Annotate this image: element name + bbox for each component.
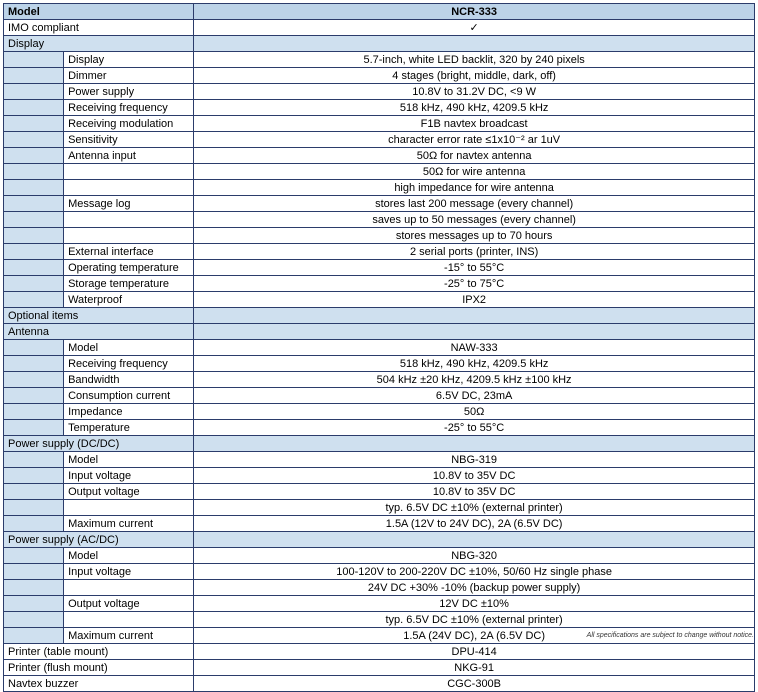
- row-label: Operating temperature: [64, 260, 194, 276]
- specifications-table: [3, 3, 755, 692]
- specification-sheet: [0, 3, 758, 690]
- row-value: NBG-319: [194, 452, 755, 468]
- row-label: Navtex buzzer: [4, 676, 194, 692]
- table-row: [4, 516, 755, 532]
- row-label: Receiving frequency: [64, 100, 194, 116]
- row-value: character error rate ≤1x10⁻² ar 1uV: [194, 132, 755, 148]
- table-row: [4, 564, 755, 580]
- table-row: [4, 468, 755, 484]
- indent-cell: [4, 116, 64, 132]
- table-row: [4, 340, 755, 356]
- table-row: [4, 500, 755, 516]
- row-value: 1.5A (24V DC), 2A (6.5V DC): [194, 628, 755, 644]
- table-row: [4, 68, 755, 84]
- row-value: 12V DC ±10%: [194, 596, 755, 612]
- table-row: [4, 292, 755, 308]
- indent-cell: [4, 164, 64, 180]
- row-value: typ. 6.5V DC ±10% (external printer): [194, 612, 755, 628]
- row-value: 100-120V to 200-220V DC ±10%, 50/60 Hz single phase: [194, 564, 755, 580]
- table-row: [4, 212, 755, 228]
- row-label: Receiving modulation: [64, 116, 194, 132]
- row-label: Maximum current: [64, 516, 194, 532]
- row-value: F1B navtex broadcast: [194, 116, 755, 132]
- indent-cell: [4, 612, 64, 628]
- row-label: Consumption current: [64, 388, 194, 404]
- row-label: Output voltage: [64, 484, 194, 500]
- table-row: [4, 36, 755, 52]
- section-label: Antenna: [4, 324, 194, 340]
- indent-cell: [4, 148, 64, 164]
- row-label: Output voltage: [64, 596, 194, 612]
- section-label: Power supply (AC/DC): [4, 532, 194, 548]
- table-row: [4, 484, 755, 500]
- table-row: [4, 356, 755, 372]
- row-label: Temperature: [64, 420, 194, 436]
- indent-cell: [4, 292, 64, 308]
- table-row: [4, 580, 755, 596]
- row-value: 50Ω for navtex antenna: [194, 148, 755, 164]
- indent-cell: [4, 276, 64, 292]
- table-row: [4, 20, 755, 36]
- indent-cell: [4, 196, 64, 212]
- row-label: Maximum current: [64, 628, 194, 644]
- table-row: [4, 84, 755, 100]
- row-label: Waterproof: [64, 292, 194, 308]
- indent-cell: [4, 132, 64, 148]
- indent-cell: [4, 52, 64, 68]
- table-row: [4, 324, 755, 340]
- row-label: Receiving frequency: [64, 356, 194, 372]
- footnote-text: All specifications are subject to change without notice.: [586, 632, 754, 639]
- row-value: saves up to 50 messages (every channel): [194, 212, 755, 228]
- table-row: [4, 676, 755, 692]
- row-label: Impedance: [64, 404, 194, 420]
- row-label: Model: [64, 452, 194, 468]
- table-row: [4, 452, 755, 468]
- section-value: [194, 532, 755, 548]
- row-label: Antenna input: [64, 148, 194, 164]
- table-row: [4, 164, 755, 180]
- table-row: [4, 132, 755, 148]
- indent-cell: [4, 388, 64, 404]
- row-value: -15° to 55°C: [194, 260, 755, 276]
- row-label: Display: [64, 52, 194, 68]
- row-label: [64, 180, 194, 196]
- row-value: NCR-333: [194, 4, 755, 20]
- section-value: [194, 324, 755, 340]
- row-label: Power supply: [64, 84, 194, 100]
- section-label: Power supply (DC/DC): [4, 436, 194, 452]
- row-value: 518 kHz, 490 kHz, 4209.5 kHz: [194, 100, 755, 116]
- table-row: [4, 596, 755, 612]
- row-value: high impedance for wire antenna: [194, 180, 755, 196]
- row-value: NBG-320: [194, 548, 755, 564]
- table-row: [4, 420, 755, 436]
- row-value: CGC-300B: [194, 676, 755, 692]
- row-value: typ. 6.5V DC ±10% (external printer): [194, 500, 755, 516]
- row-value: DPU-414: [194, 644, 755, 660]
- indent-cell: [4, 420, 64, 436]
- indent-cell: [4, 340, 64, 356]
- table-row: [4, 228, 755, 244]
- indent-cell: [4, 596, 64, 612]
- indent-cell: [4, 564, 64, 580]
- row-value: 2 serial ports (printer, INS): [194, 244, 755, 260]
- table-row: [4, 612, 755, 628]
- indent-cell: [4, 100, 64, 116]
- table-row: [4, 180, 755, 196]
- row-value: 50Ω for wire antenna: [194, 164, 755, 180]
- row-value: 1.5A (12V to 24V DC), 2A (6.5V DC): [194, 516, 755, 532]
- indent-cell: [4, 452, 64, 468]
- row-label: Input voltage: [64, 564, 194, 580]
- row-label: Printer (flush mount): [4, 660, 194, 676]
- section-label: Optional items: [4, 308, 194, 324]
- section-value: [194, 436, 755, 452]
- table-row: [4, 196, 755, 212]
- row-value: 4 stages (bright, middle, dark, off): [194, 68, 755, 84]
- row-value: stores messages up to 70 hours: [194, 228, 755, 244]
- row-value: 518 kHz, 490 kHz, 4209.5 kHz: [194, 356, 755, 372]
- indent-cell: [4, 484, 64, 500]
- table-row: [4, 532, 755, 548]
- section-label: Display: [4, 36, 194, 52]
- table-row: [4, 660, 755, 676]
- row-label: IMO compliant: [4, 20, 194, 36]
- row-value: NAW-333: [194, 340, 755, 356]
- row-label: [64, 164, 194, 180]
- table-row: [4, 372, 755, 388]
- indent-cell: [4, 84, 64, 100]
- row-label: External interface: [64, 244, 194, 260]
- row-value: stores last 200 message (every channel): [194, 196, 755, 212]
- row-label: [64, 580, 194, 596]
- indent-cell: [4, 468, 64, 484]
- indent-cell: [4, 372, 64, 388]
- row-label: [64, 612, 194, 628]
- table-row: [4, 116, 755, 132]
- table-row: [4, 100, 755, 116]
- indent-cell: [4, 356, 64, 372]
- row-label: [64, 228, 194, 244]
- section-value: [194, 36, 755, 52]
- row-label: Dimmer: [64, 68, 194, 84]
- indent-cell: [4, 244, 64, 260]
- indent-cell: [4, 404, 64, 420]
- table-row: [4, 52, 755, 68]
- table-row: [4, 308, 755, 324]
- table-row: [4, 260, 755, 276]
- indent-cell: [4, 212, 64, 228]
- row-value: 5.7-inch, white LED backlit, 320 by 240 pixels: [194, 52, 755, 68]
- row-value: IPX2: [194, 292, 755, 308]
- section-value: [194, 308, 755, 324]
- indent-cell: [4, 180, 64, 196]
- row-value: 10.8V to 31.2V DC, <9 W: [194, 84, 755, 100]
- row-label: Model: [64, 548, 194, 564]
- row-label: Model: [64, 340, 194, 356]
- table-body: [4, 4, 755, 692]
- indent-cell: [4, 260, 64, 276]
- row-value: 504 kHz ±20 kHz, 4209.5 kHz ±100 kHz: [194, 372, 755, 388]
- row-value: -25° to 55°C: [194, 420, 755, 436]
- table-row: [4, 436, 755, 452]
- row-value: 6.5V DC, 23mA: [194, 388, 755, 404]
- indent-cell: [4, 580, 64, 596]
- table-row: [4, 548, 755, 564]
- row-value: 24V DC +30% -10% (backup power supply): [194, 580, 755, 596]
- indent-cell: [4, 228, 64, 244]
- indent-cell: [4, 548, 64, 564]
- table-row: [4, 4, 755, 20]
- row-label: [64, 212, 194, 228]
- table-row: [4, 276, 755, 292]
- table-row: [4, 644, 755, 660]
- row-label: Input voltage: [64, 468, 194, 484]
- row-value: NKG-91: [194, 660, 755, 676]
- row-label: [64, 500, 194, 516]
- indent-cell: [4, 68, 64, 84]
- row-value: -25° to 75°C: [194, 276, 755, 292]
- row-value: 10.8V to 35V DC: [194, 484, 755, 500]
- row-label: Storage temperature: [64, 276, 194, 292]
- row-value: ✓: [194, 20, 755, 36]
- row-label: Message log: [64, 196, 194, 212]
- row-label: Printer (table mount): [4, 644, 194, 660]
- row-value: 10.8V to 35V DC: [194, 468, 755, 484]
- row-label: Sensitivity: [64, 132, 194, 148]
- indent-cell: [4, 516, 64, 532]
- indent-cell: [4, 500, 64, 516]
- table-row: [4, 244, 755, 260]
- row-label: Model: [4, 4, 194, 20]
- table-row: [4, 404, 755, 420]
- table-row: [4, 388, 755, 404]
- row-value: 50Ω: [194, 404, 755, 420]
- row-label: Bandwidth: [64, 372, 194, 388]
- table-row: [4, 148, 755, 164]
